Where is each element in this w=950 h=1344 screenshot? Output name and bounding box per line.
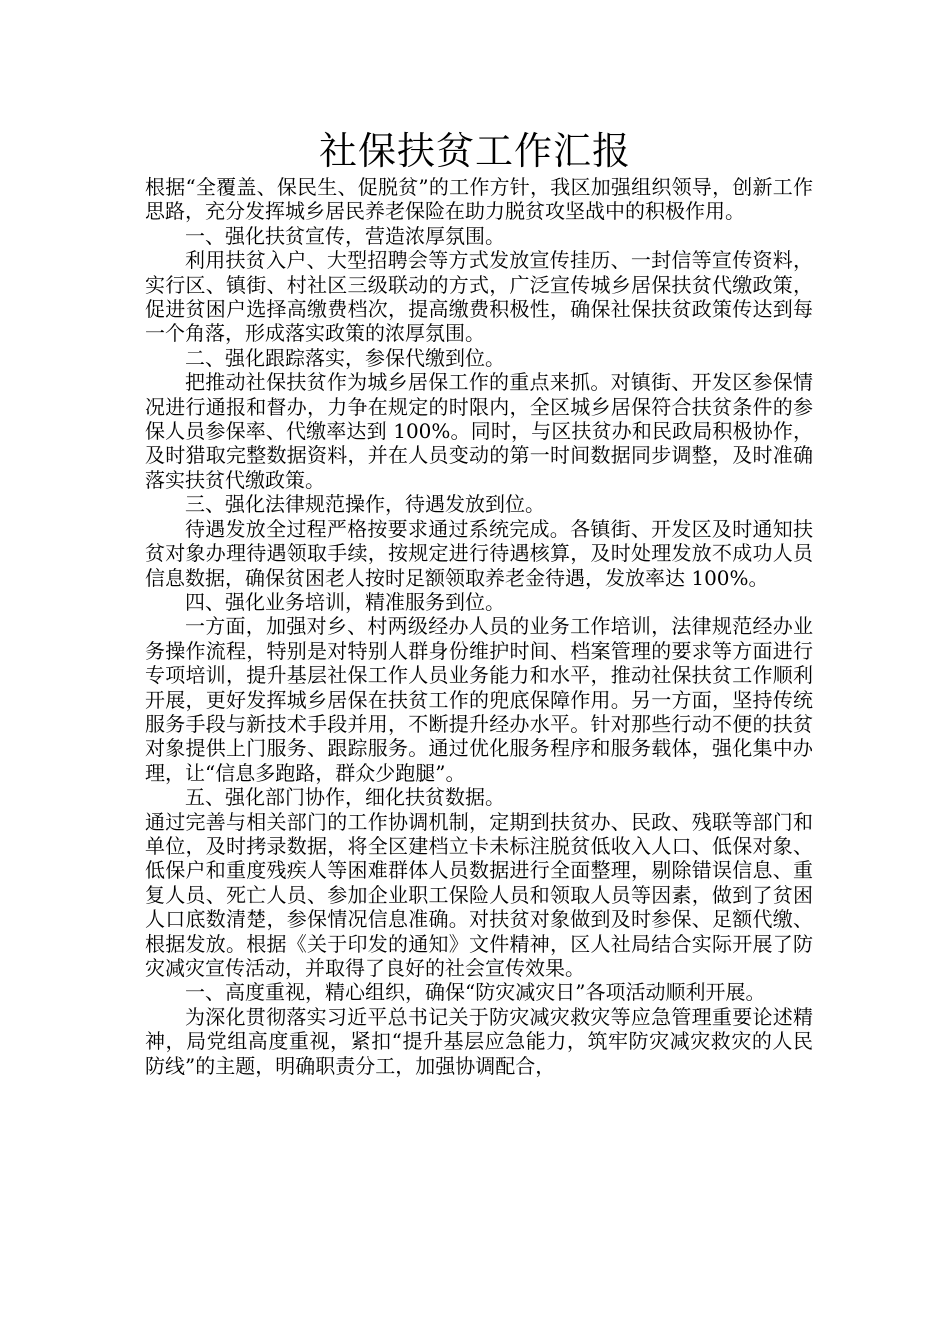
- paragraph: 一、强化扶贫宣传，营造浓厚氛围。: [185, 223, 505, 248]
- document-title: 社保扶贫工作汇报: [318, 129, 631, 173]
- paragraph: 把推动社保扶贫作为城乡居保工作的重点来抓。对镇街、开发区参保情况进行通报和督办，力争在规定的时限内，全区城乡居保符合扶贫条件的参保人员参保率、代缴率达到 100%。同时，与区扶贫办和民政局积极协作，及时猎取完整数据资料，并在人员变动的第一时间数据同步调整，及时准确落实扶贫代缴政策。: [145, 370, 813, 492]
- paragraph: 二、强化跟踪落实，参保代缴到位。: [185, 345, 505, 370]
- document-body: [145, 175, 813, 1078]
- paragraph: 根据“全覆盖、保民生、促脱贫”的工作方针，我区加强组织领导，创新工作思路，充分发挥城乡居民养老保险在助力脱贫攻坚战中的积极作用。: [145, 175, 813, 224]
- paragraph: 五、强化部门协作，细化扶贫数据。: [185, 785, 505, 810]
- paragraph: 通过完善与相关部门的工作协调机制，定期到扶贫办、民政、残联等部门和单位，及时拷录数据，将全区建档立卡未标注脱贫低收入人口、低保对象、低保户和重度残疾人等困难群体人员数据进行全面整理，剔除错误信息、重复人员、死亡人员、参加企业职工保险人员和领取人员等因素，做到了贫困人口底数清楚，参保情况信息准确。对扶贫对象做到及时参保、足额代缴、根据发放。根据《关于印发的通知》文件精神，区人社局结合实际开展了防灾减灾宣传活动，并取得了良好的社会宣传效果。: [145, 809, 813, 980]
- paragraph: 利用扶贫入户、大型招聘会等方式发放宣传挂历、一封信等宣传资料，实行区、镇街、村社区三级联动的方式，广泛宣传城乡居保扶贫代缴政策，促进贫困户选择高缴费档次，提高缴费积极性，确保社保扶贫政策传达到每一个角落，形成落实政策的浓厚氛围。: [145, 248, 813, 346]
- paragraph: 三、强化法律规范操作，待遇发放到位。: [185, 492, 545, 517]
- paragraph: 一、高度重视，精心组织，确保“防灾减灾日”各项活动顺利开展。: [185, 980, 766, 1005]
- paragraph: 四、强化业务培训，精准服务到位。: [185, 589, 505, 614]
- paragraph: 为深化贯彻落实习近平总书记关于防灾减灾救灾等应急管理重要论述精神，局党组高度重视，紧扣“提升基层应急能力，筑牢防灾减灾救灾的人民防线”的主题，明确职责分工，加强协调配合，: [145, 1004, 813, 1078]
- paragraph: 一方面，加强对乡、村两级经办人员的业务工作培训，法律规范经办业务操作流程，特别是对特别人群身份维护时间、档案管理的要求等方面进行专项培训，提升基层社保工作人员业务能力和水平，推动社保扶贫工作顺利开展，更好发挥城乡居保在扶贫工作的兜底保障作用。另一方面，坚持传统服务手段与新技术手段并用，不断提升经办水平。针对那些行动不便的扶贫对象提供上门服务、跟踪服务。通过优化服务程序和服务载体，强化集中办理，让“信息多跑路，群众少跑腿”。: [145, 614, 813, 785]
- paragraph: 待遇发放全过程严格按要求通过系统完成。各镇街、开发区及时通知扶贫对象办理待遇领取手续，按规定进行待遇核算，及时处理发放不成功人员信息数据，确保贫困老人按时足额领取养老金待遇，发放率达 100%。: [145, 516, 813, 590]
